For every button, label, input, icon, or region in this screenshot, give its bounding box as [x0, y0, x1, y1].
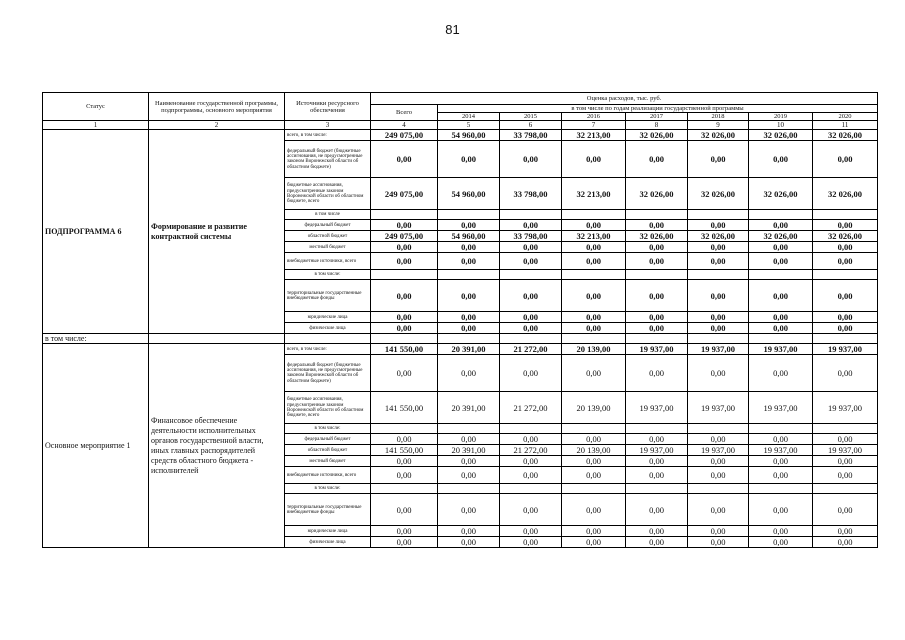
amount-cell: 0,00	[626, 355, 688, 392]
amount-cell: 0,00	[688, 537, 749, 548]
amount-cell: 0,00	[562, 355, 626, 392]
amount-cell: 32 026,00	[749, 178, 813, 210]
amount-cell: 0,00	[813, 312, 878, 323]
amount-cell: 19 937,00	[749, 445, 813, 456]
funding-source: всего, в том числе:	[285, 344, 371, 355]
amount-cell: 0,00	[562, 242, 626, 253]
amount-cell	[688, 424, 749, 434]
header-total: Всего	[371, 105, 438, 121]
amount-cell: 0,00	[813, 537, 878, 548]
amount-cell: 19 937,00	[813, 445, 878, 456]
amount-cell: 0,00	[813, 526, 878, 537]
amount-cell	[813, 484, 878, 494]
amount-cell: 32 026,00	[626, 178, 688, 210]
header-year: 2014	[438, 113, 500, 121]
amount-cell: 0,00	[813, 253, 878, 270]
amount-cell: 0,00	[749, 312, 813, 323]
amount-cell: 0,00	[371, 434, 438, 445]
amount-cell: 33 798,00	[500, 231, 562, 242]
amount-cell	[626, 270, 688, 280]
amount-cell	[438, 424, 500, 434]
amount-cell: 32 213,00	[562, 231, 626, 242]
amount-cell: 32 026,00	[626, 130, 688, 141]
amount-cell: 0,00	[500, 242, 562, 253]
amount-cell	[688, 270, 749, 280]
amount-cell: 0,00	[371, 141, 438, 178]
amount-cell: 32 026,00	[813, 178, 878, 210]
funding-source: внебюджетные источники, всего	[285, 253, 371, 270]
amount-cell: 0,00	[813, 323, 878, 334]
amount-cell: 21 272,00	[500, 445, 562, 456]
header-sources: Источники ресурсного обеспечения	[285, 93, 371, 121]
amount-cell: 32 026,00	[688, 231, 749, 242]
amount-cell: 0,00	[371, 253, 438, 270]
amount-cell: 0,00	[562, 312, 626, 323]
funding-source: областной бюджет	[285, 445, 371, 456]
funding-source: бюджетные ассигнования, предусмотренные законом Воронежской области об областном бюджете, всего	[285, 392, 371, 424]
amount-cell	[813, 424, 878, 434]
amount-cell: 0,00	[813, 467, 878, 484]
amount-cell	[500, 424, 562, 434]
amount-cell: 0,00	[688, 220, 749, 231]
amount-cell: 0,00	[688, 355, 749, 392]
amount-cell	[688, 484, 749, 494]
funding-source: в том числе:	[285, 270, 371, 280]
amount-cell: 0,00	[749, 280, 813, 312]
header-year: 2015	[500, 113, 562, 121]
column-number: 5	[438, 121, 500, 130]
amount-cell: 0,00	[500, 456, 562, 467]
table-row	[43, 130, 878, 141]
amount-cell: 0,00	[500, 312, 562, 323]
amount-cell: 0,00	[626, 537, 688, 548]
amount-cell: 0,00	[749, 434, 813, 445]
amount-cell: 19 937,00	[688, 392, 749, 424]
header-year: 2018	[688, 113, 749, 121]
amount-cell: 33 798,00	[500, 130, 562, 141]
amount-cell: 0,00	[438, 253, 500, 270]
amount-cell: 0,00	[749, 467, 813, 484]
amount-cell: 0,00	[813, 355, 878, 392]
amount-cell: 0,00	[562, 537, 626, 548]
header-year: 2017	[626, 113, 688, 121]
amount-cell: 0,00	[813, 280, 878, 312]
amount-cell: 0,00	[626, 434, 688, 445]
amount-cell: 0,00	[688, 494, 749, 526]
amount-cell: 0,00	[500, 434, 562, 445]
funding-source: юридические лица	[285, 526, 371, 537]
amount-cell: 32 213,00	[562, 178, 626, 210]
amount-cell: 0,00	[626, 323, 688, 334]
amount-cell: 0,00	[438, 537, 500, 548]
amount-cell: 0,00	[371, 494, 438, 526]
amount-cell: 0,00	[500, 494, 562, 526]
funding-source: физические лица	[285, 323, 371, 334]
amount-cell: 19 937,00	[749, 344, 813, 355]
amount-cell: 32 026,00	[688, 178, 749, 210]
amount-cell: 0,00	[562, 526, 626, 537]
amount-cell: 0,00	[688, 434, 749, 445]
amount-cell: 19 937,00	[626, 344, 688, 355]
amount-cell: 0,00	[626, 467, 688, 484]
amount-cell: 19 937,00	[813, 392, 878, 424]
amount-cell: 0,00	[688, 456, 749, 467]
column-number: 11	[813, 121, 878, 130]
amount-cell: 0,00	[626, 312, 688, 323]
amount-cell: 0,00	[626, 220, 688, 231]
funding-source: федеральный бюджет	[285, 220, 371, 231]
funding-source: в том числе	[285, 210, 371, 220]
amount-cell	[500, 270, 562, 280]
amount-cell: 0,00	[562, 141, 626, 178]
amount-cell: 54 960,00	[438, 231, 500, 242]
amount-cell: 32 213,00	[562, 130, 626, 141]
amount-cell: 0,00	[371, 537, 438, 548]
amount-cell: 0,00	[688, 526, 749, 537]
amount-cell: 0,00	[438, 526, 500, 537]
amount-cell: 0,00	[626, 456, 688, 467]
funding-source: в том числе:	[285, 424, 371, 434]
header-year: 2016	[562, 113, 626, 121]
amount-cell: 32 026,00	[688, 130, 749, 141]
funding-source: территориальные государственные внебюджетные фонды	[285, 494, 371, 526]
in-that-number-section	[43, 334, 878, 344]
amount-cell	[371, 210, 438, 220]
amount-cell: 0,00	[500, 526, 562, 537]
amount-cell: 0,00	[562, 467, 626, 484]
amount-cell	[371, 484, 438, 494]
amount-cell: 0,00	[500, 355, 562, 392]
amount-cell: 141 550,00	[371, 344, 438, 355]
amount-cell	[562, 424, 626, 434]
amount-cell: 19 937,00	[813, 344, 878, 355]
row-name: Финансовое обеспечение деятельности исполнительных органов государственной власти, иных главных распорядителей средств областного бюджета - исполнителей	[149, 344, 285, 548]
amount-cell: 0,00	[688, 467, 749, 484]
amount-cell	[626, 484, 688, 494]
amount-cell: 0,00	[749, 456, 813, 467]
amount-cell: 249 075,00	[371, 130, 438, 141]
amount-cell: 19 937,00	[626, 392, 688, 424]
amount-cell: 0,00	[813, 434, 878, 445]
amount-cell: 0,00	[371, 220, 438, 231]
budget-table	[42, 92, 878, 548]
amount-cell	[371, 424, 438, 434]
amount-cell: 20 391,00	[438, 445, 500, 456]
amount-cell: 0,00	[626, 253, 688, 270]
amount-cell: 0,00	[438, 355, 500, 392]
column-number: 10	[749, 121, 813, 130]
amount-cell	[749, 270, 813, 280]
in-that-number-label: в том числе:	[43, 334, 149, 344]
amount-cell	[500, 210, 562, 220]
amount-cell: 0,00	[438, 220, 500, 231]
amount-cell: 0,00	[749, 323, 813, 334]
amount-cell: 0,00	[371, 456, 438, 467]
amount-cell: 20 139,00	[562, 392, 626, 424]
funding-source: физические лица	[285, 537, 371, 548]
amount-cell: 0,00	[749, 253, 813, 270]
table-row	[43, 344, 878, 355]
amount-cell: 33 798,00	[500, 178, 562, 210]
header-by-years: в том числе по годам реализации государственной программы	[438, 105, 878, 113]
funding-source: федеральный бюджет (бюджетные ассигнования, не предусмотренные законом Воронежской области об областном бюджете)	[285, 355, 371, 392]
amount-cell	[371, 270, 438, 280]
amount-cell: 249 075,00	[371, 178, 438, 210]
amount-cell: 0,00	[813, 141, 878, 178]
subprogram-6-section	[43, 130, 878, 334]
row-name: Формирование и развитие контрактной системы	[149, 130, 285, 334]
funding-source: бюджетные ассигнования, предусмотренные законом Воронежской области об областном бюджете, всего	[285, 178, 371, 210]
amount-cell: 21 272,00	[500, 344, 562, 355]
amount-cell: 0,00	[626, 280, 688, 312]
header-year: 2019	[749, 113, 813, 121]
amount-cell: 32 026,00	[813, 231, 878, 242]
amount-cell: 0,00	[500, 220, 562, 231]
amount-cell: 0,00	[562, 434, 626, 445]
amount-cell	[688, 210, 749, 220]
amount-cell: 0,00	[371, 526, 438, 537]
funding-source: всего, в том числе:	[285, 130, 371, 141]
amount-cell	[749, 424, 813, 434]
amount-cell: 20 139,00	[562, 344, 626, 355]
amount-cell: 32 026,00	[626, 231, 688, 242]
amount-cell: 141 550,00	[371, 445, 438, 456]
column-number: 4	[371, 121, 438, 130]
funding-source: территориальные государственные внебюджетные фонды	[285, 280, 371, 312]
amount-cell: 32 026,00	[813, 130, 878, 141]
amount-cell: 19 937,00	[688, 445, 749, 456]
amount-cell	[626, 424, 688, 434]
amount-cell	[749, 484, 813, 494]
amount-cell	[562, 210, 626, 220]
amount-cell: 19 937,00	[688, 344, 749, 355]
amount-cell: 249 075,00	[371, 231, 438, 242]
header-year: 2020	[813, 113, 878, 121]
funding-source: федеральный бюджет	[285, 434, 371, 445]
amount-cell	[749, 210, 813, 220]
row-status: ПОДПРОГРАММА 6	[43, 130, 149, 334]
amount-cell: 0,00	[626, 141, 688, 178]
amount-cell: 0,00	[371, 280, 438, 312]
header-estimate: Оценка расходов, тыс. руб.	[371, 93, 878, 105]
column-number: 3	[285, 121, 371, 130]
amount-cell: 0,00	[688, 323, 749, 334]
amount-cell: 0,00	[438, 312, 500, 323]
amount-cell: 19 937,00	[749, 392, 813, 424]
amount-cell: 0,00	[500, 141, 562, 178]
amount-cell: 0,00	[688, 242, 749, 253]
amount-cell: 0,00	[438, 323, 500, 334]
amount-cell: 0,00	[438, 456, 500, 467]
column-number: 6	[500, 121, 562, 130]
amount-cell: 0,00	[500, 323, 562, 334]
funding-source: юридические лица	[285, 312, 371, 323]
amount-cell: 0,00	[562, 456, 626, 467]
amount-cell: 0,00	[749, 141, 813, 178]
amount-cell	[562, 270, 626, 280]
amount-cell: 21 272,00	[500, 392, 562, 424]
amount-cell: 0,00	[749, 242, 813, 253]
amount-cell: 0,00	[626, 494, 688, 526]
amount-cell	[500, 484, 562, 494]
page-number: 81	[445, 22, 460, 37]
main-activity-1-section	[43, 344, 878, 548]
amount-cell: 0,00	[813, 494, 878, 526]
amount-cell: 0,00	[688, 312, 749, 323]
column-number: 2	[149, 121, 285, 130]
amount-cell: 0,00	[371, 355, 438, 392]
amount-cell: 0,00	[500, 253, 562, 270]
amount-cell: 0,00	[438, 242, 500, 253]
amount-cell: 0,00	[749, 537, 813, 548]
amount-cell	[562, 484, 626, 494]
amount-cell: 0,00	[371, 467, 438, 484]
amount-cell: 0,00	[371, 242, 438, 253]
amount-cell: 0,00	[749, 526, 813, 537]
amount-cell	[438, 210, 500, 220]
amount-cell: 0,00	[813, 456, 878, 467]
column-number: 8	[626, 121, 688, 130]
amount-cell	[626, 210, 688, 220]
amount-cell: 54 960,00	[438, 178, 500, 210]
funding-source: областной бюджет	[285, 231, 371, 242]
amount-cell: 0,00	[562, 323, 626, 334]
header-name: Наименование государственной программы, подпрограммы, основного мероприятия	[149, 93, 285, 121]
funding-source: местный бюджет	[285, 242, 371, 253]
amount-cell: 0,00	[688, 253, 749, 270]
amount-cell: 0,00	[562, 220, 626, 231]
amount-cell: 0,00	[371, 323, 438, 334]
amount-cell: 19 937,00	[626, 445, 688, 456]
amount-cell: 20 391,00	[438, 344, 500, 355]
header-status: Статус	[43, 93, 149, 121]
funding-source: в том числе:	[285, 484, 371, 494]
amount-cell	[438, 484, 500, 494]
amount-cell: 0,00	[562, 253, 626, 270]
amount-cell: 0,00	[749, 220, 813, 231]
amount-cell: 0,00	[500, 467, 562, 484]
amount-cell: 141 550,00	[371, 392, 438, 424]
amount-cell	[813, 210, 878, 220]
amount-cell: 0,00	[500, 537, 562, 548]
amount-cell: 54 960,00	[438, 130, 500, 141]
amount-cell: 32 026,00	[749, 231, 813, 242]
amount-cell: 0,00	[562, 280, 626, 312]
column-number: 7	[562, 121, 626, 130]
amount-cell: 0,00	[626, 526, 688, 537]
funding-source: внебюджетные источники, всего	[285, 467, 371, 484]
amount-cell: 20 139,00	[562, 445, 626, 456]
amount-cell: 0,00	[438, 280, 500, 312]
amount-cell	[438, 270, 500, 280]
amount-cell	[813, 270, 878, 280]
amount-cell: 0,00	[438, 494, 500, 526]
funding-source: местный бюджет	[285, 456, 371, 467]
amount-cell: 0,00	[626, 242, 688, 253]
amount-cell: 0,00	[749, 494, 813, 526]
amount-cell: 0,00	[438, 467, 500, 484]
amount-cell: 0,00	[438, 141, 500, 178]
column-number: 9	[688, 121, 749, 130]
funding-source: федеральный бюджет (бюджетные ассигнования, не предусмотренные законом Воронежской области об областном бюджете)	[285, 141, 371, 178]
amount-cell: 0,00	[813, 242, 878, 253]
amount-cell: 0,00	[688, 141, 749, 178]
amount-cell: 32 026,00	[749, 130, 813, 141]
amount-cell: 0,00	[813, 220, 878, 231]
budget-table-sheet	[42, 92, 877, 560]
amount-cell: 0,00	[500, 280, 562, 312]
amount-cell: 0,00	[688, 280, 749, 312]
amount-cell: 0,00	[438, 434, 500, 445]
row-status: Основное мероприятие 1	[43, 344, 149, 548]
amount-cell: 0,00	[371, 312, 438, 323]
amount-cell: 0,00	[562, 494, 626, 526]
amount-cell: 0,00	[749, 355, 813, 392]
column-number: 1	[43, 121, 149, 130]
amount-cell: 20 391,00	[438, 392, 500, 424]
